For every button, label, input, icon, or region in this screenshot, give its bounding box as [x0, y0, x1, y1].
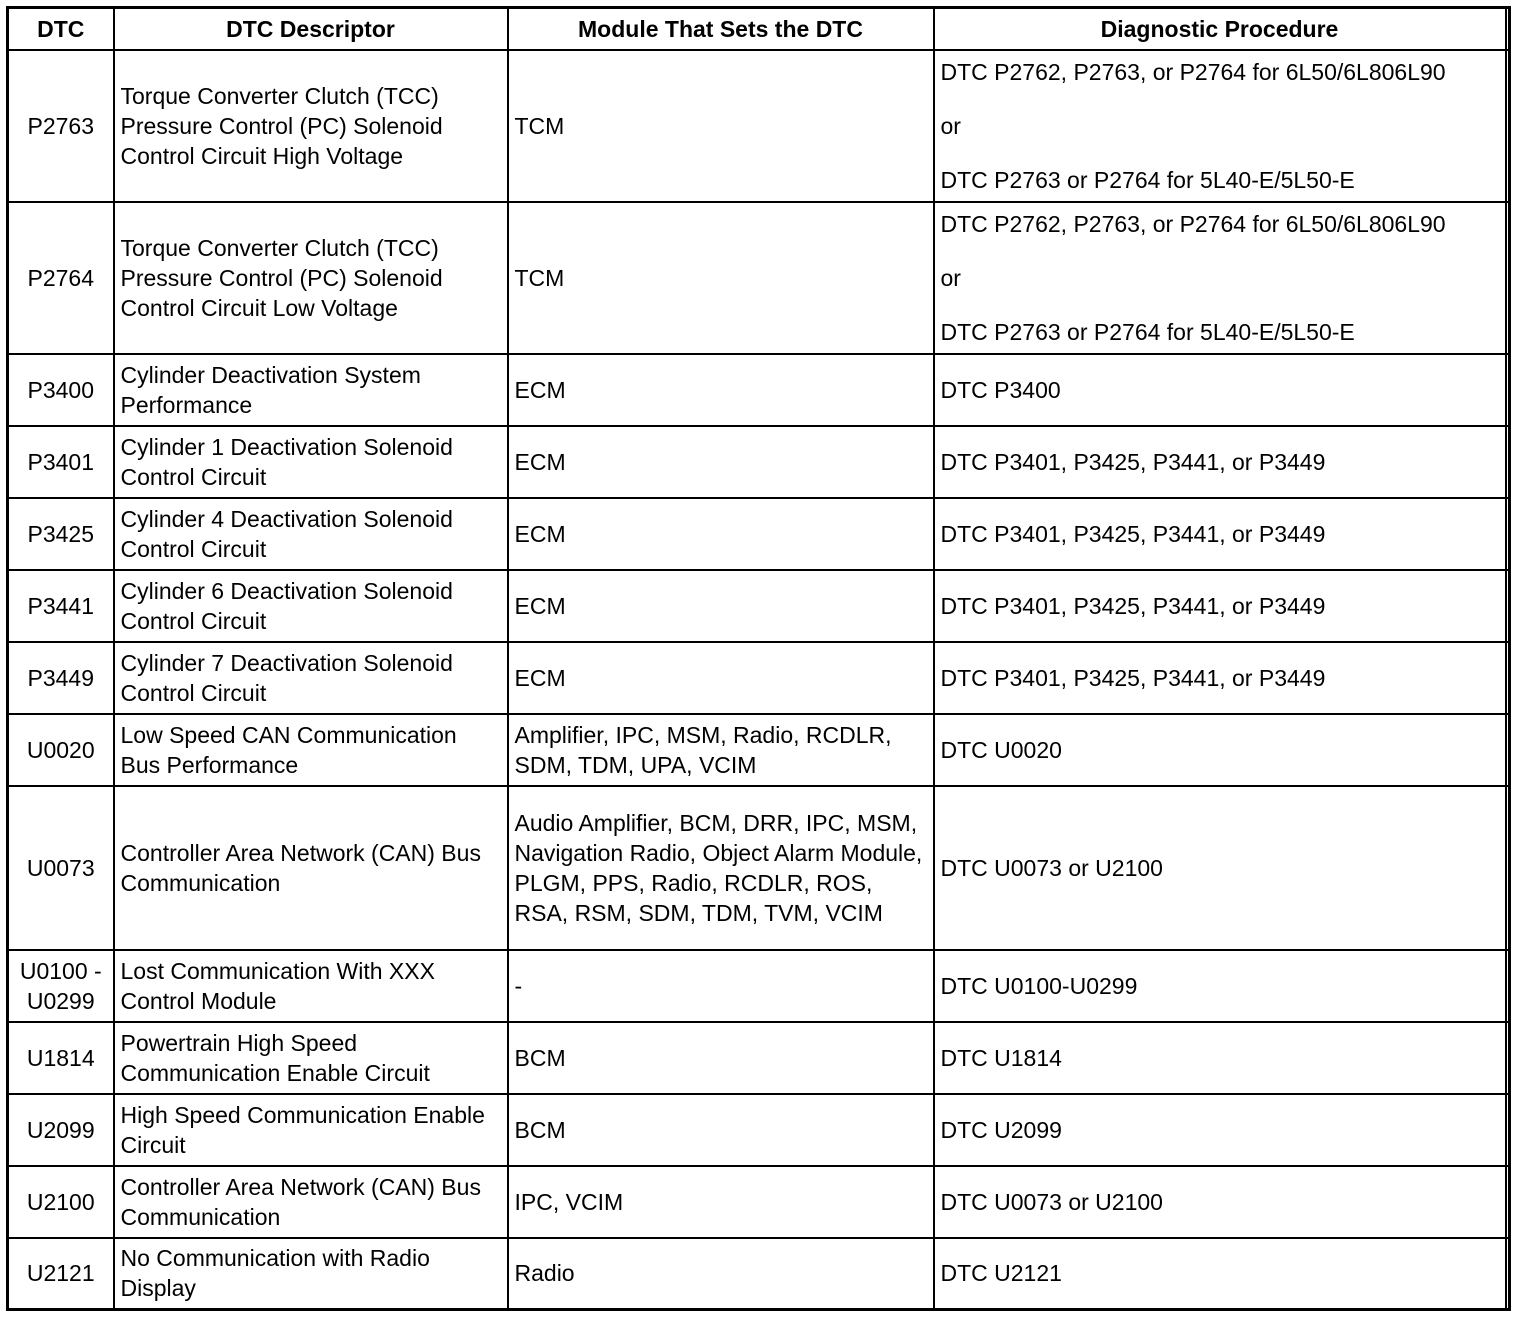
header-dtc: DTC: [8, 8, 114, 50]
module-cell: TCM: [508, 202, 934, 354]
module-cell: IPC, VCIM: [508, 1166, 934, 1238]
table-row: [8, 1238, 1510, 1310]
dtc-descriptor-cell: No Communication with Radio Display: [114, 1238, 508, 1310]
header-diagnostic-procedure: Diagnostic Procedure: [934, 8, 1506, 50]
dtc-code-cell: P3400: [8, 354, 114, 426]
row-spacer: [1506, 714, 1510, 786]
diagnostic-procedure-cell: [934, 202, 1506, 354]
row-spacer: [1506, 642, 1510, 714]
procedure-link: DTC U0073 or U2100: [940, 854, 1163, 881]
dtc-descriptor-cell: Controller Area Network (CAN) Bus Communication: [114, 786, 508, 950]
module-cell: TCM: [508, 50, 934, 202]
module-cell: Amplifier, IPC, MSM, Radio, RCDLR, SDM, TDM, UPA, VCIM: [508, 714, 934, 786]
module-cell: ECM: [508, 642, 934, 714]
diagnostic-procedure-cell: [934, 354, 1506, 426]
dtc-code-cell: U2100: [8, 1166, 114, 1238]
procedure-link: DTC U1814: [940, 1044, 1062, 1071]
procedure-link: DTC P3401, P3425, P3441, or P3449: [940, 664, 1326, 691]
table-row: [8, 426, 1510, 498]
diagnostic-procedure-cell: [934, 642, 1506, 714]
dtc-descriptor-cell: Torque Converter Clutch (TCC) Pressure Control (PC) Solenoid Control Circuit High Voltage: [114, 50, 508, 202]
procedure-link: DTC P2763 or P2764 for 5L40-E/5L50-E: [940, 166, 1355, 193]
diagnostic-procedure-cell: [934, 1022, 1506, 1094]
diagnostic-procedure-cell: [934, 714, 1506, 786]
dtc-descriptor-cell: Cylinder 1 Deactivation Solenoid Control Circuit: [114, 426, 508, 498]
module-cell: Audio Amplifier, BCM, DRR, IPC, MSM, Navigation Radio, Object Alarm Module, PLGM, PPS, Radio, RCDLR, ROS, RSA, RSM, SDM, TDM, TVM, VCIM: [508, 786, 934, 950]
module-cell: ECM: [508, 498, 934, 570]
table-row: [8, 1094, 1510, 1166]
row-spacer: [1506, 1238, 1510, 1310]
table-row: [8, 714, 1510, 786]
table-body: [8, 50, 1510, 1310]
diagnostic-procedure-cell: [934, 498, 1506, 570]
dtc-code-cell: U0020: [8, 714, 114, 786]
table-row: [8, 570, 1510, 642]
table-row: [8, 354, 1510, 426]
row-spacer: [1506, 950, 1510, 1022]
dtc-descriptor-cell: Low Speed CAN Communication Bus Performance: [114, 714, 508, 786]
procedure-link: DTC U2121: [940, 1260, 1062, 1287]
table-row: [8, 1022, 1510, 1094]
procedure-link: DTC P3401, P3425, P3441, or P3449: [940, 448, 1326, 475]
diagnostic-procedure-cell: [934, 1166, 1506, 1238]
procedure-link: or: [940, 264, 961, 291]
dtc-code-cell: P2763: [8, 50, 114, 202]
table-row: [8, 498, 1510, 570]
row-spacer: [1506, 570, 1510, 642]
dtc-descriptor-cell: Torque Converter Clutch (TCC) Pressure Control (PC) Solenoid Control Circuit Low Voltage: [114, 202, 508, 354]
row-spacer: [1506, 786, 1510, 950]
procedure-link: DTC U2099: [940, 1116, 1062, 1143]
dtc-descriptor-cell: Cylinder 4 Deactivation Solenoid Control Circuit: [114, 498, 508, 570]
procedure-link: DTC P3400: [940, 376, 1061, 403]
dtc-code-cell: U0100 - U0299: [8, 950, 114, 1022]
module-cell: -: [508, 950, 934, 1022]
dtc-descriptor-cell: High Speed Communication Enable Circuit: [114, 1094, 508, 1166]
procedure-link: DTC P2762, P2763, or P2764 for 6L50/6L806L90: [940, 58, 1446, 85]
dtc-table: [6, 6, 1511, 1311]
dtc-descriptor-cell: Cylinder Deactivation System Performance: [114, 354, 508, 426]
module-cell: ECM: [508, 354, 934, 426]
dtc-code-cell: P3449: [8, 642, 114, 714]
diagnostic-procedure-cell: [934, 950, 1506, 1022]
dtc-descriptor-cell: Cylinder 6 Deactivation Solenoid Control Circuit: [114, 570, 508, 642]
header-row: [8, 8, 1510, 50]
header-dtc-descriptor: DTC Descriptor: [114, 8, 508, 50]
module-cell: ECM: [508, 570, 934, 642]
header-module: Module That Sets the DTC: [508, 8, 934, 50]
procedure-link: DTC U0020: [940, 736, 1062, 763]
dtc-code-cell: U2099: [8, 1094, 114, 1166]
procedure-link: DTC P2762, P2763, or P2764 for 6L50/6L806L90: [940, 210, 1446, 237]
table-row: [8, 1166, 1510, 1238]
dtc-code-cell: P3441: [8, 570, 114, 642]
row-spacer: [1506, 1166, 1510, 1238]
table-row: [8, 642, 1510, 714]
row-spacer: [1506, 426, 1510, 498]
procedure-link: DTC P2763 or P2764 for 5L40-E/5L50-E: [940, 318, 1355, 345]
procedure-link: DTC P3401, P3425, P3441, or P3449: [940, 520, 1326, 547]
dtc-code-cell: U0073: [8, 786, 114, 950]
procedure-link: DTC U0073 or U2100: [940, 1188, 1163, 1215]
table-row: [8, 786, 1510, 950]
table-header: [8, 8, 1510, 50]
dtc-descriptor-cell: Lost Communication With XXX Control Module: [114, 950, 508, 1022]
table-row: [8, 950, 1510, 1022]
diagnostic-procedure-cell: [934, 426, 1506, 498]
table-row: [8, 202, 1510, 354]
procedure-link: or: [940, 112, 961, 139]
row-spacer: [1506, 1022, 1510, 1094]
header-spacer: [1506, 8, 1510, 50]
dtc-descriptor-cell: Powertrain High Speed Communication Enable Circuit: [114, 1022, 508, 1094]
dtc-code-cell: U2121: [8, 1238, 114, 1310]
diagnostic-procedure-cell: [934, 50, 1506, 202]
dtc-descriptor-cell: Cylinder 7 Deactivation Solenoid Control Circuit: [114, 642, 508, 714]
module-cell: BCM: [508, 1022, 934, 1094]
procedure-link: DTC U0100-U0299: [940, 972, 1138, 999]
dtc-code-cell: P3425: [8, 498, 114, 570]
module-cell: ECM: [508, 426, 934, 498]
dtc-code-cell: U1814: [8, 1022, 114, 1094]
diagnostic-procedure-cell: [934, 1238, 1506, 1310]
row-spacer: [1506, 498, 1510, 570]
row-spacer: [1506, 1094, 1510, 1166]
row-spacer: [1506, 202, 1510, 354]
procedure-link: DTC P3401, P3425, P3441, or P3449: [940, 592, 1326, 619]
dtc-descriptor-cell: Controller Area Network (CAN) Bus Communication: [114, 1166, 508, 1238]
table-row: [8, 50, 1510, 202]
dtc-code-cell: P3401: [8, 426, 114, 498]
row-spacer: [1506, 354, 1510, 426]
module-cell: BCM: [508, 1094, 934, 1166]
diagnostic-procedure-cell: [934, 786, 1506, 950]
module-cell: Radio: [508, 1238, 934, 1310]
diagnostic-procedure-cell: [934, 1094, 1506, 1166]
row-spacer: [1506, 50, 1510, 202]
diagnostic-procedure-cell: [934, 570, 1506, 642]
dtc-code-cell: P2764: [8, 202, 114, 354]
